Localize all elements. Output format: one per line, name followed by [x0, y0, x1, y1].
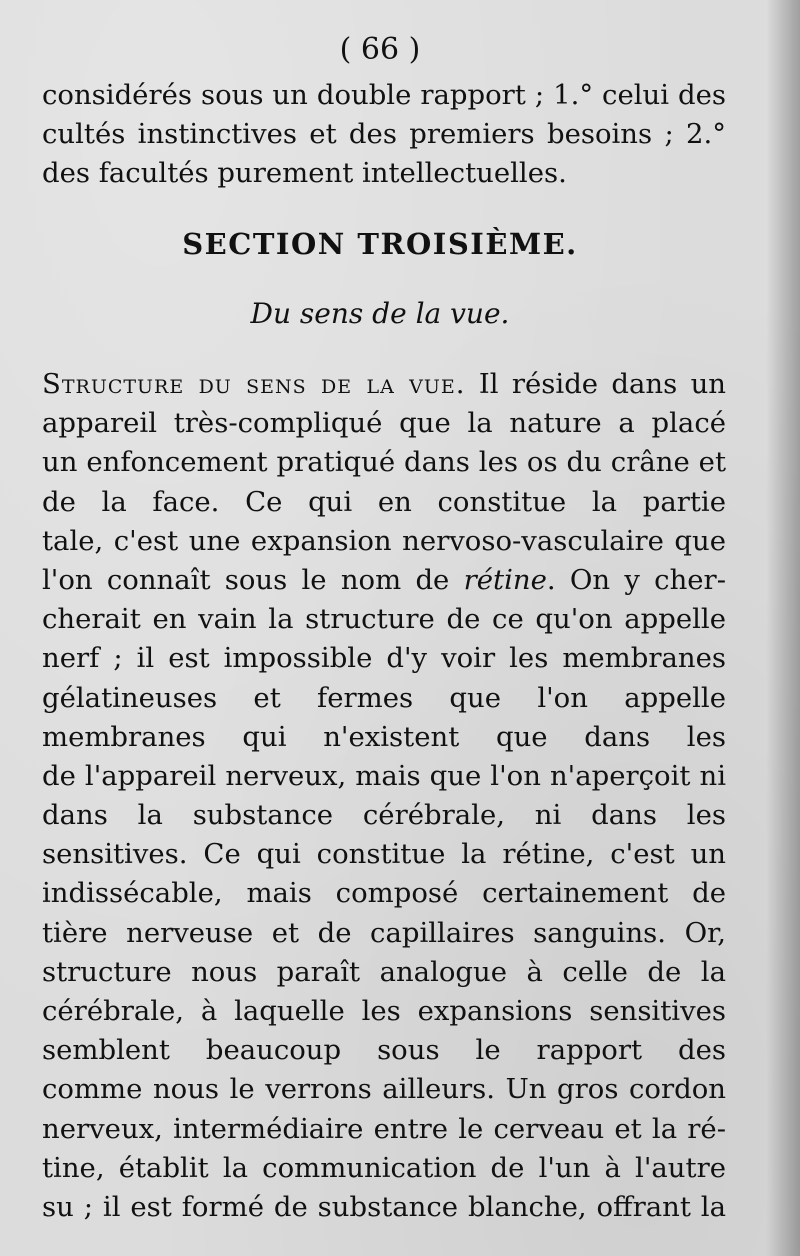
page-number: ( 66 ) [339, 32, 421, 67]
paragraph-lead-heading: Structure du sens de la vue. [42, 368, 466, 400]
text-line: semblent beaucoup sous le rapport des [42, 1034, 726, 1067]
section-subtitle: Du sens de la vue. [250, 297, 510, 330]
text-line: de l'appareil nerveux, mais que l'on n'aperçoit ni [42, 759, 726, 792]
text-fragment: l'on connaît sous le nom de [42, 563, 464, 596]
text-line: tine, établit la communication de l'un à l'autre [42, 1151, 726, 1184]
text-line: indissécable, mais composé certainement de [42, 877, 726, 910]
text-line: sensitives. Ce qui constitue la rétine, c'est un [42, 838, 726, 871]
text-line: membranes qui n'existent que dans les [42, 720, 726, 753]
text-line: appareil très-compliqué que la nature a placé [42, 407, 726, 440]
text-fragment: . On y cher- [546, 563, 726, 596]
text-line: comme nous le verrons ailleurs. Un gros cordon [42, 1073, 726, 1106]
text-line: des facultés purement intellectuelles. [42, 157, 567, 190]
text-line: tière nerveuse et de capillaires sanguins. Or, [42, 916, 726, 949]
text-line: nerveux, intermédiaire entre le cerveau et la ré- [42, 1112, 726, 1145]
text-line: un enfoncement pratiqué dans les os du crâne et [42, 446, 726, 479]
text-line: su ; il est formé de substance blanche, offrant la [42, 1190, 726, 1223]
text-line: de la face. Ce qui en constitue la partie [42, 485, 726, 518]
intro-text [42, 76, 726, 194]
text-line: cérébrale, à laquelle les expansions sensitives [42, 995, 726, 1027]
text-line: cultés instinctives et des premiers besoins ; 2.° [42, 118, 726, 151]
text-line: nerf ; il est impossible d'y voir les membranes [42, 642, 726, 675]
text-line [42, 679, 726, 718]
text-line: dans la substance cérébrale, ni dans les [42, 799, 726, 832]
section-title: SECTION TROISIÈME. [182, 227, 578, 261]
text-line: structure nous paraît analogue à celle de la [42, 955, 726, 988]
text-fragment: Il réside dans un [465, 368, 726, 400]
text-fragment: gélatineuses et fermes que l'on appelle [42, 681, 726, 714]
text-line [42, 561, 726, 600]
italic-term: rétine [463, 563, 547, 596]
text-line [42, 365, 726, 404]
body-paragraph [42, 365, 726, 1227]
text-line: tale, c'est une expansion nervoso-vasculaire que [42, 524, 726, 557]
text-line: considérés sous un double rapport ; 1.° celui des [42, 79, 726, 111]
text-line: cherait en vain la structure de ce qu'on appelle [42, 603, 726, 636]
page-edge-shadow [766, 0, 800, 1256]
